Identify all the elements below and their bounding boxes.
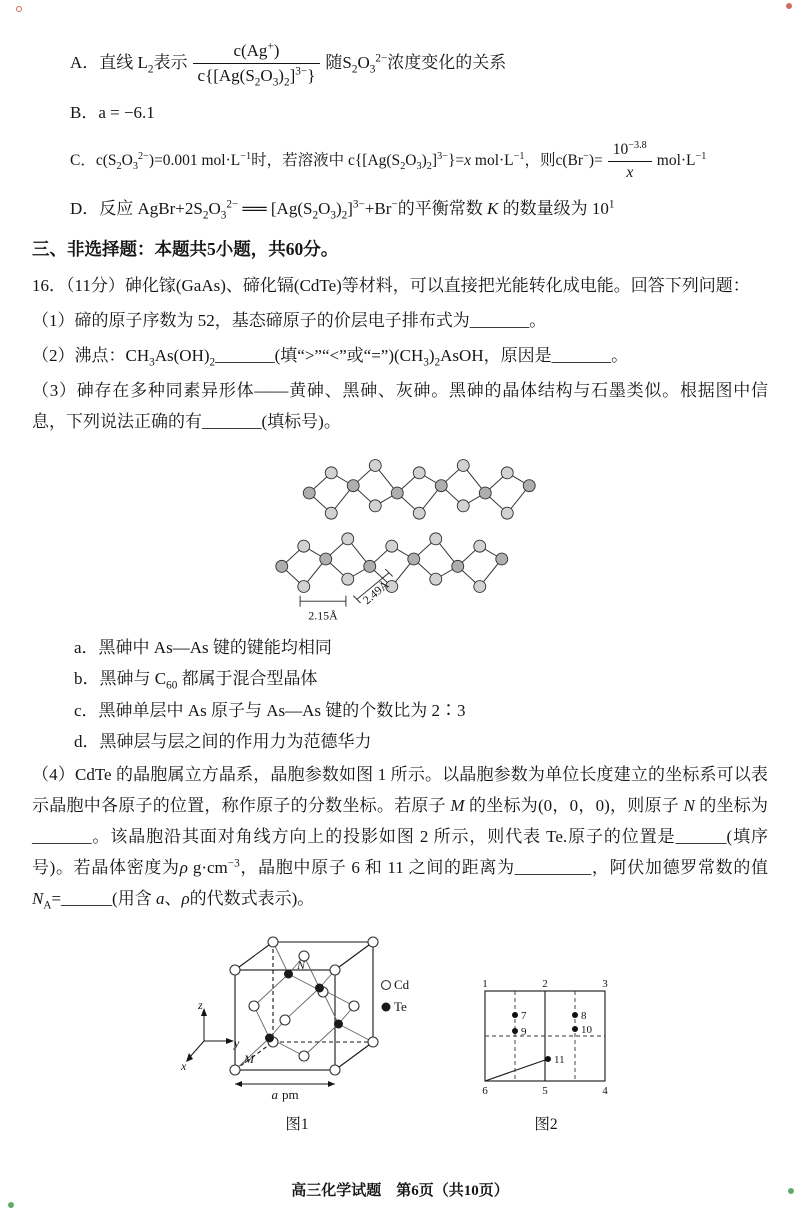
option-b-line: B．a = −6.1 <box>70 103 155 123</box>
legend-cd-icon <box>382 980 391 989</box>
print-registration-mark <box>8 1202 14 1208</box>
page-footer: 高三化学试题 第6页（共10页） <box>291 1183 509 1199</box>
question-16-part4: （4）CdTe 的晶胞属立方晶系，晶胞参数如图 1 所示。以晶胞参数为单位长度建立的坐标系可以表示晶胞中各原子的位置，称作原子的分数坐标。若原子 M 的坐标为(0，0，0)，则原子 N 的坐标为_______。该晶胞沿其面对角线方向上的投影如图 2 所示，则代表 Te.原子的位置是______(填序号)。若晶体密度为ρ $g\cdot cm^{-3}$，晶胞中原子 6 和 11 之间的距离为_________，阿伏加德罗常数的值 $N_A=\_\_\_\_\_\_$(用含 a、ρ的代数式表示)。 <box>32 765 769 912</box>
option-a-post: 随$S_2O_3^{2-}$浓度变化的关系 <box>325 52 507 76</box>
figure-2-block <box>470 977 622 1134</box>
fraction-denominator: $c\{[Ag(S_2O_3)_2]^{3-}\}$ <box>197 65 316 89</box>
fraction-numerator: $10^{-3.8}$ <box>608 140 652 162</box>
legend-te-label: Te <box>394 998 407 1014</box>
axis-x-label: x <box>181 1058 187 1073</box>
atom-n-label: N <box>297 957 306 972</box>
figure-1-caption: 图1 <box>285 1115 309 1133</box>
question-16-part2: （2）沸点：$CH_3As(OH)_2\_\_\_\_\_\_\_$(填“>”“<”或“$=”)(CH_3)_2AsOH$，原因是_______。 <box>32 346 629 369</box>
cdte-unit-cell-drawing <box>178 923 416 1105</box>
axes <box>186 1008 234 1062</box>
black-arsenic-structure-figure <box>32 444 768 630</box>
option-c-post: $mol\cdot L^{-1}$ <box>656 151 707 170</box>
position-5: 5 <box>542 1084 548 1097</box>
position-1: 1 <box>482 977 488 990</box>
position-3: 3 <box>602 977 608 990</box>
position-8: 8 <box>581 1009 587 1022</box>
arsenic-bond-network <box>282 465 530 586</box>
position-6: 6 <box>482 1084 488 1097</box>
statement-d: d．黑砷层与层之间的作用力为范德华力 <box>74 731 372 751</box>
option-c-pre: C．$c(S_2O_3^{2-})=0.001$ $mol\cdot L^{-1}$时，若溶液中 $c\{[Ag(S_2O_3)_2]^{3-}\}=x$ $mol\cdot L^{-1}$，则c(Br−)= <box>70 151 603 173</box>
position-9: 9 <box>521 1025 527 1038</box>
cell-parameter-dimension <box>235 1081 335 1102</box>
bond-length-short-label: 2.15Å <box>308 608 338 623</box>
position-2: 2 <box>542 977 548 990</box>
axis-y-label: y <box>234 1035 240 1050</box>
statement-c: c．黑砷单层中 As 原子与 As—As 键的个数比为 2∶3 <box>74 700 466 720</box>
option-a-pre: 直线 $L_2$表示 <box>99 53 188 76</box>
print-registration-mark <box>16 6 22 12</box>
question-16-part1: （1）碲的原子序数为 52，基态碲原子的价层电子排布式为_______。 <box>32 311 547 331</box>
option-c-line <box>70 140 768 183</box>
option-a-line <box>70 40 768 87</box>
option-d-line: D．反应 $AgBr+2S_2O_3^{2-}$ ══ $[Ag(S_2O_3)_2]^{3-}+Br^-$的平衡常数 K 的数量级为 $10^1$ <box>70 198 615 222</box>
axis-z-label: z <box>198 997 203 1012</box>
fraction-option-a <box>193 40 321 87</box>
bond-length-long-label: 2.49Å <box>359 577 392 607</box>
te-atoms <box>265 969 343 1042</box>
question-16-part3: （3）砷存在多种同素异形体——黄砷、黑砷、灰砷。黑砷的晶体结构与石墨类似。根据图中信息，下列说法正确的有_______(填标号)。 <box>32 380 768 431</box>
legend <box>382 977 410 1014</box>
position-11: 11 <box>554 1053 565 1066</box>
option-a-label: A． <box>70 53 100 73</box>
figure-1-block <box>178 923 416 1134</box>
cell-parameter-label: a pm <box>271 1086 299 1102</box>
figure-2-caption: 图2 <box>534 1115 558 1133</box>
legend-cd-label: Cd <box>394 976 410 992</box>
black-arsenic-structure-drawing <box>235 444 565 630</box>
question-16-intro: 16．（11分）砷化镓(GaAs)、碲化镉(CdTe)等材料，可以直接把光能转化成电能。回答下列问题： <box>32 276 750 296</box>
figures-row <box>32 923 768 1134</box>
legend-te-icon <box>382 1002 391 1011</box>
statement-b: b．黑砷与 $C_{60}$ 都属于混合型晶体 <box>74 669 318 692</box>
fraction-numerator: c(Ag+) <box>193 40 321 64</box>
position-10: 10 <box>581 1023 592 1036</box>
fraction-denominator: x <box>626 163 634 181</box>
section-three-header: 三、非选择题：本题共5小题，共60分。 <box>32 239 339 260</box>
fraction-option-c <box>608 140 652 183</box>
position-4: 4 <box>602 1084 608 1097</box>
position-7: 7 <box>521 1009 527 1022</box>
statement-a: a．黑砷中 As—As 键的键能均相同 <box>74 637 332 657</box>
print-registration-mark <box>786 3 792 9</box>
projection-drawing <box>470 977 622 1105</box>
atom-m-label: M <box>244 1051 254 1066</box>
